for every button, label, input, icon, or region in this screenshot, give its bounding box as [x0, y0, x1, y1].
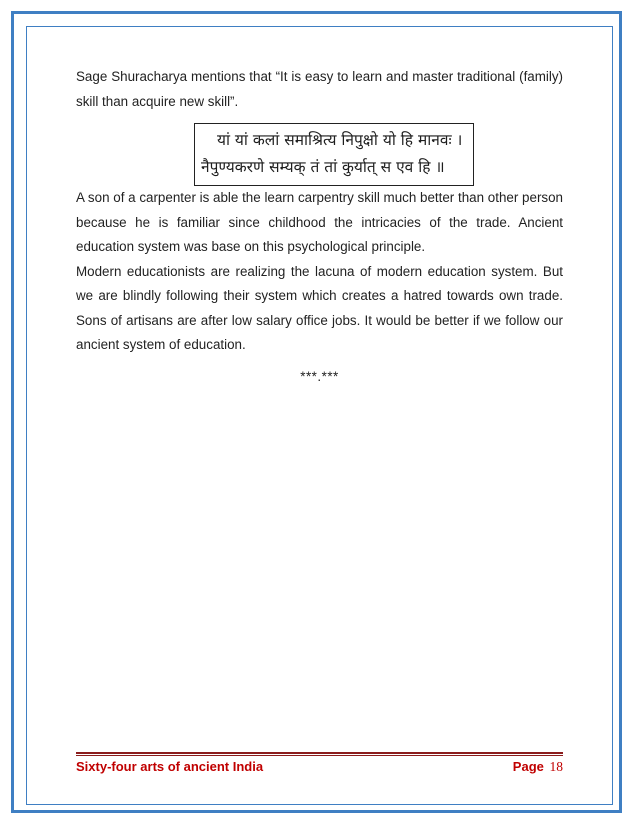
- verse-line-1: यां यां कलां समाश्रित्य निपुक्षो यो हि मानवः ।: [217, 131, 463, 149]
- sanskrit-verse-box: [194, 123, 474, 186]
- paragraph-shuracharya: Sage Shuracharya mentions that “It is easy to learn and master traditional (family) skill than acquire new skill”.: [76, 69, 563, 109]
- page-content: [76, 65, 563, 389]
- paragraph-modern-education: Modern educationists are realizing the lacuna of modern education system. But we are blindly following their system which creates a hatred towards own trade. Sons of artisans are after low salary office jobs. It would be better if we follow our ancient system of education.: [76, 263, 563, 352]
- page-footer: [76, 759, 563, 775]
- footer-page-indicator: [513, 759, 563, 775]
- footer-book-title: Sixty-four arts of ancient India: [76, 759, 264, 774]
- footer-rule: [76, 752, 563, 756]
- footer-page-label: Page: [512, 759, 544, 774]
- paragraph-carpenter: A son of a carpenter is able the learn carpentry skill much better than other person because he is familiar since childhood the intricacies of the trade. Ancient education system was base on this psychological principle.: [76, 190, 563, 254]
- section-separator: ***.***: [300, 368, 339, 384]
- verse-line-2: नैपुण्यकरणे सम्यक् तं तां कुर्यात् स एव हि ॥: [201, 158, 445, 176]
- footer-page-number: 18: [549, 759, 563, 774]
